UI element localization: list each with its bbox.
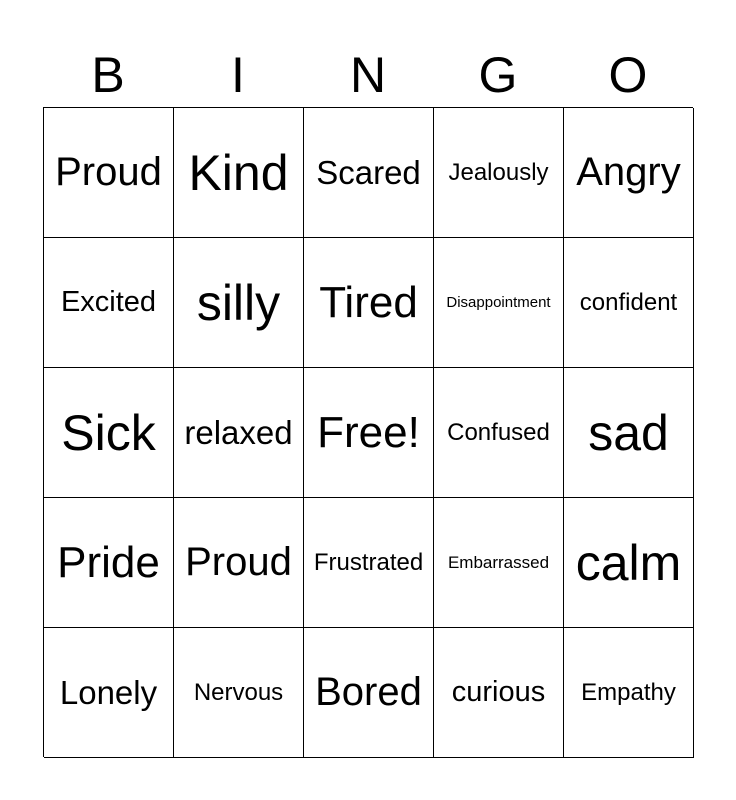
bingo-cell[interactable]: Bored: [304, 628, 434, 758]
bingo-board: [43, 107, 693, 757]
bingo-cell[interactable]: Proud: [44, 108, 174, 238]
header-letter-g: G: [478, 47, 518, 103]
header-letter-i: I: [231, 47, 245, 103]
bingo-cell[interactable]: Confused: [434, 368, 564, 498]
bingo-cell[interactable]: relaxed: [174, 368, 304, 498]
bingo-cell[interactable]: Angry: [564, 108, 694, 238]
bingo-cell[interactable]: Kind: [174, 108, 304, 238]
bingo-cell[interactable]: Tired: [304, 238, 434, 368]
bingo-cell[interactable]: Scared: [304, 108, 434, 238]
bingo-cell[interactable]: Empathy: [564, 628, 694, 758]
bingo-cell[interactable]: Excited: [44, 238, 174, 368]
header-letter-b: B: [91, 47, 125, 103]
bingo-cell[interactable]: Lonely: [44, 628, 174, 758]
bingo-cell[interactable]: Pride: [44, 498, 174, 628]
bingo-cell[interactable]: Sick: [44, 368, 174, 498]
bingo-cell[interactable]: Nervous: [174, 628, 304, 758]
bingo-cell[interactable]: curious: [434, 628, 564, 758]
bingo-cell[interactable]: Frustrated: [304, 498, 434, 628]
bingo-cell[interactable]: Embarrassed: [434, 498, 564, 628]
bingo-cell[interactable]: silly: [174, 238, 304, 368]
bingo-cell[interactable]: confident: [564, 238, 694, 368]
bingo-cell[interactable]: Jealously: [434, 108, 564, 238]
header-letter-n: N: [349, 47, 387, 103]
bingo-cell[interactable]: sad: [564, 368, 694, 498]
bingo-header: [43, 44, 693, 106]
bingo-cell[interactable]: Proud: [174, 498, 304, 628]
bingo-cell free-space[interactable]: Free!: [304, 368, 434, 498]
bingo-cell[interactable]: calm: [564, 498, 694, 628]
bingo-cell[interactable]: Disappointment: [434, 238, 564, 368]
header-letter-o: O: [608, 47, 648, 103]
